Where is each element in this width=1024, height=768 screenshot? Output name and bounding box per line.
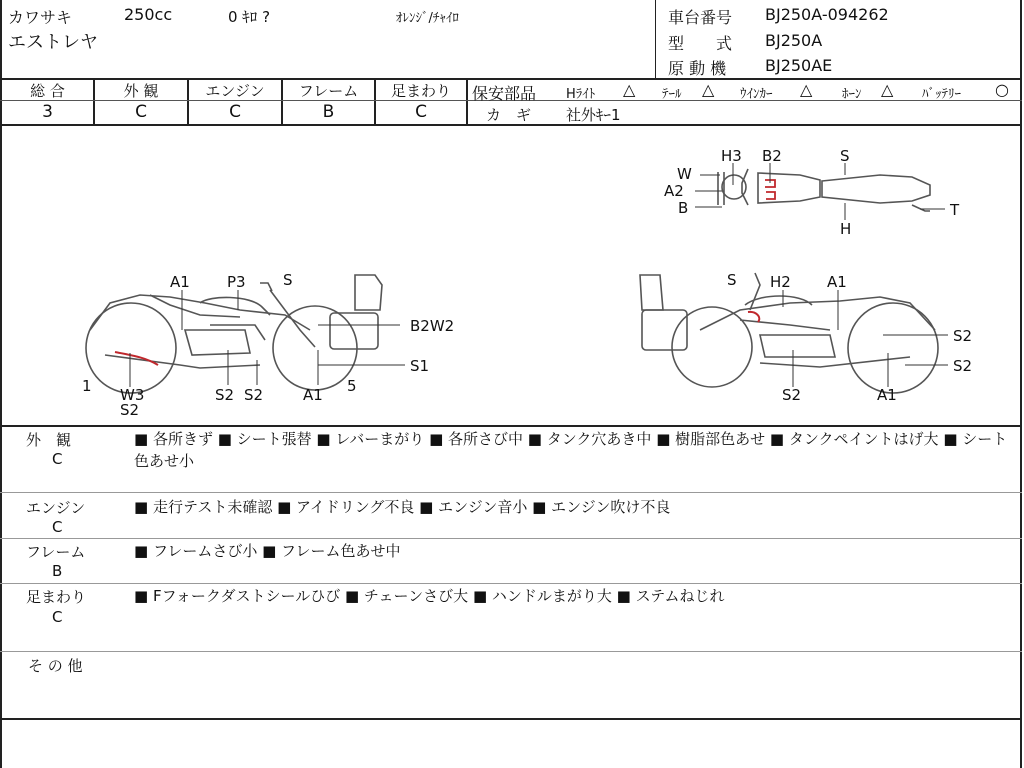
key-label: カ ギ	[486, 106, 532, 124]
diag-left-a1: A1	[170, 273, 190, 291]
safety-horn-mark: △	[881, 80, 894, 99]
displacement: 250cc	[124, 5, 173, 24]
safety-headlight: Hﾗｲﾄ	[566, 87, 596, 102]
grade-label-engine: エンジン	[205, 82, 265, 100]
diag-left-1: 1	[82, 377, 92, 395]
diag-left-s1: S1	[410, 357, 430, 375]
grade-value-exterior: C	[135, 102, 147, 122]
damage-diagram	[0, 125, 1024, 426]
section-engine-grade: C	[52, 518, 63, 536]
section-engine-text: ■ 走行テスト未確認 ■ アイドリング不良 ■ エンジン音小 ■ エンジン吹け不良	[134, 498, 671, 516]
section-frame-grade: B	[52, 562, 63, 580]
diag-top-h3: H3	[721, 147, 742, 165]
diag-left-b2w2: B2W2	[410, 317, 455, 335]
section-exterior-label: 外 観	[26, 431, 72, 449]
diag-top-b2: B2	[762, 147, 782, 165]
grade-value-engine: C	[229, 102, 241, 122]
section-exterior-grade: C	[52, 450, 63, 468]
diag-right-s: S	[727, 271, 737, 289]
safety-battery-mark: ○	[995, 80, 1009, 99]
diag-right-s2b: S2	[953, 357, 973, 375]
section-suspension-label: 足まわり	[26, 588, 87, 606]
frame-no-value: BJ250A-094262	[765, 5, 889, 24]
diag-left-p3: P3	[227, 273, 246, 291]
diag-top-h: H	[840, 220, 852, 238]
safety-winker: ｳｲﾝｶｰ	[740, 87, 773, 102]
diag-left-s2a: S2	[120, 401, 140, 419]
diag-left-w3: W3	[120, 386, 145, 404]
type-value: BJ250A	[765, 31, 823, 50]
mileage: 0 ｷﾛ ?	[228, 8, 271, 26]
grade-label-exterior: 外 観	[123, 82, 159, 100]
maker: カワサキ	[8, 8, 73, 27]
engine-label: 原 動 機	[668, 59, 727, 78]
bike-side-right-drawing	[640, 273, 938, 393]
safety-battery: ﾊﾞｯﾃﾘｰ	[922, 87, 961, 102]
diag-left-s2b: S2	[215, 386, 235, 404]
diag-left-s2c: S2	[244, 386, 264, 404]
grade-value-frame: B	[322, 102, 335, 122]
section-exterior-text: ■ 各所きず ■ シート張替 ■ レバーまがり ■ 各所さび中 ■ タンク穴あき中 ■ 樹脂部色あせ ■ タンクペイントはげ大 ■ シート色あせ小	[134, 430, 1008, 470]
section-other-label: そ の 他	[28, 657, 83, 675]
diag-left-s: S	[283, 271, 293, 289]
rule-sec1	[0, 492, 1022, 493]
rule-sec4	[0, 651, 1022, 652]
safety-tail-mark: △	[702, 80, 715, 99]
bike-top-drawing	[718, 169, 930, 211]
diag-top-t: T	[950, 201, 960, 219]
diag-right-s2a: S2	[953, 327, 973, 345]
key-value: 社外ｷｰ1	[566, 106, 621, 124]
section-frame-text: ■ フレームさび小 ■ フレーム色あせ中	[134, 542, 401, 560]
grade-value-suspension: C	[415, 102, 427, 122]
diag-top-a2: A2	[664, 182, 684, 200]
frame-no-label: 車台番号	[668, 8, 733, 27]
section-engine-label: エンジン	[26, 499, 86, 517]
grade-value-overall: 3	[42, 102, 53, 122]
diag-right-h2: H2	[770, 273, 791, 291]
diag-top-b: B	[678, 199, 689, 217]
rule-sec3	[0, 583, 1022, 584]
type-label: 型 式	[668, 34, 733, 53]
safety-tail: ﾃｰﾙ	[662, 87, 682, 102]
safety-winker-mark: △	[800, 80, 813, 99]
diag-left-a1b: A1	[303, 386, 323, 404]
grade-divider	[466, 79, 468, 125]
diag-right-a1: A1	[827, 273, 847, 291]
rule-sec2	[0, 538, 1022, 539]
header-divider	[655, 0, 656, 79]
model-name: エストレヤ	[8, 32, 98, 53]
grade-label-frame: フレーム	[298, 82, 359, 100]
safety-headlight-mark: △	[623, 80, 636, 99]
diag-right-s2c: S2	[782, 386, 802, 404]
rule-bottom	[0, 718, 1022, 720]
safety-horn: ﾎｰﾝ	[842, 87, 862, 102]
grade-label-suspension: 足まわり	[390, 82, 451, 100]
grade-label-overall: 総 合	[30, 82, 65, 100]
section-suspension-text: ■ Fフォークダストシールひび ■ チェーンさび大 ■ ハンドルまがり大 ■ ステムねじれ	[134, 587, 725, 605]
safety-label: 保安部品	[472, 84, 537, 103]
section-suspension-grade: C	[52, 608, 63, 626]
section-frame-label: フレーム	[26, 543, 86, 561]
engine-value: BJ250AE	[765, 56, 833, 75]
body-color: ｵﾚﾝｼﾞ/ﾁｬｲﾛ	[396, 11, 459, 26]
diag-top-w: W	[677, 165, 692, 183]
diag-right-a1b: A1	[877, 386, 897, 404]
diag-left-5: 5	[347, 377, 357, 395]
diag-top-s: S	[840, 147, 850, 165]
